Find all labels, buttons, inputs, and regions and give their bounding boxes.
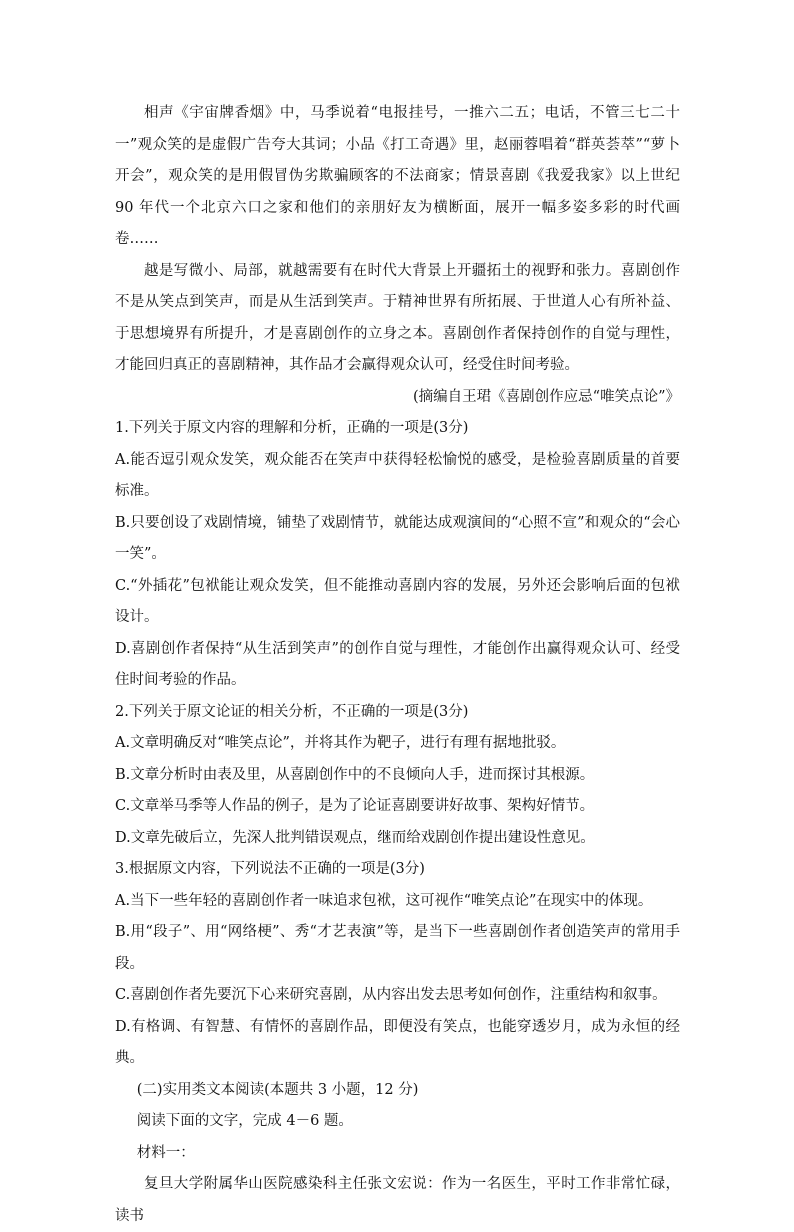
question-stem: 1.下列关于原文内容的理解和分析，正确的一项是(3分) xyxy=(115,420,469,436)
question-option: B.用“段子”、用“网络梗”、秀“才艺表演”等，是当下一些喜剧创作者创造笑声的常用手段。 xyxy=(115,924,680,972)
question-option: D.有格调、有智慧、有情怀的喜剧作品，即便没有笑点，也能穿透岁月，成为永恒的经典。 xyxy=(115,1018,680,1066)
question-option: A.文章明确反对“唯笑点论”，并将其作为靶子，进行有理有据地批驳。 xyxy=(115,735,566,751)
body-paragraph: 越是写微小、局部，就越需要有在时代大背景上开疆拓土的视野和张力。喜剧创作不是从笑点到笑声，而是从生活到笑声。于精神世界有所拓展、于世道人心有所补益、于思想境界有所提升，才是喜剧创作的立身之本。喜剧创作者保持创作的自觉与理性，才能回归真正的喜剧精神，其作品才会赢得观众认可，经受住时间考验。 xyxy=(115,262,680,373)
document-page xyxy=(115,98,680,1232)
question-option: A.能否逗引观众发笑，观众能否在笑声中获得轻松愉悦的感受，是检验喜剧质量的首要标准。 xyxy=(115,451,680,499)
question-stem: 3.根据原文内容，下列说法不正确的一项是(3分) xyxy=(115,861,425,877)
section-heading: (二)实用类文本阅读(本题共 3 小题，12 分) xyxy=(136,1081,419,1098)
question-option: D.文章先破后立，先深人批判错误观点，继而给戏剧创作提出建设性意见。 xyxy=(115,829,595,846)
section-instruction: 阅读下面的文字，完成 4－6 题。 xyxy=(136,1113,353,1129)
question-option: B.只要创设了戏剧情境，铺垫了戏剧情节，就能达成观演间的“心照不宣”和观众的“会心一笑”。 xyxy=(115,514,680,562)
question-option: D.喜剧创作者保持“从生活到笑声”的创作自觉与理性，才能创作出赢得观众认可、经受住时间考验的作品。 xyxy=(115,640,680,688)
body-paragraph: 相声《宇宙牌香烟》中，马季说着“电报挂号，一推六二五；电话，不管三七二十一”观众笑的是虚假广告夸大其词；小品《打工奇遇》里，赵丽蓉唱着“群英荟萃”“萝卜开会”，观众笑的是用假冒伪劣欺骗顾客的不法商家；情景喜剧《我爱我家》以上世纪 90 年代一个北京六口之家和他们的亲朋好友为横断面，展开一幅多姿多彩的时代画卷…… xyxy=(115,105,680,247)
source-citation: (摘编自王珺《喜剧创作应忌“唯笑点论”》 xyxy=(413,388,680,405)
question-option: C.文章举马季等人作品的例子，是为了论证喜剧要讲好故事、架构好情节。 xyxy=(115,798,595,814)
question-option: B.文章分析时由表及里，从喜剧创作中的不良倾向人手，进而探讨其根源。 xyxy=(115,766,595,783)
material-text: 复旦大学附属华山医院感染科主任张文宏说：作为一名医生，平时工作非常忙碌，读书 xyxy=(115,1176,680,1224)
question-option: C.“外插花”包袱能让观众发笑，但不能推动喜剧内容的发展，另外还会影响后面的包袱设计。 xyxy=(115,577,680,625)
question-stem: 2.下列关于原文论证的相关分析，不正确的一项是(3分) xyxy=(115,703,469,720)
question-option: A.当下一些年轻的喜剧创作者一味追求包袱，这可视作“唯笑点论”在现实中的体现。 xyxy=(115,892,653,909)
question-option: C.喜剧创作者先要沉下心来研究喜剧，从内容出发去思考如何创作，注重结构和叙事。 xyxy=(115,987,667,1003)
material-label: 材料一： xyxy=(136,1144,195,1161)
